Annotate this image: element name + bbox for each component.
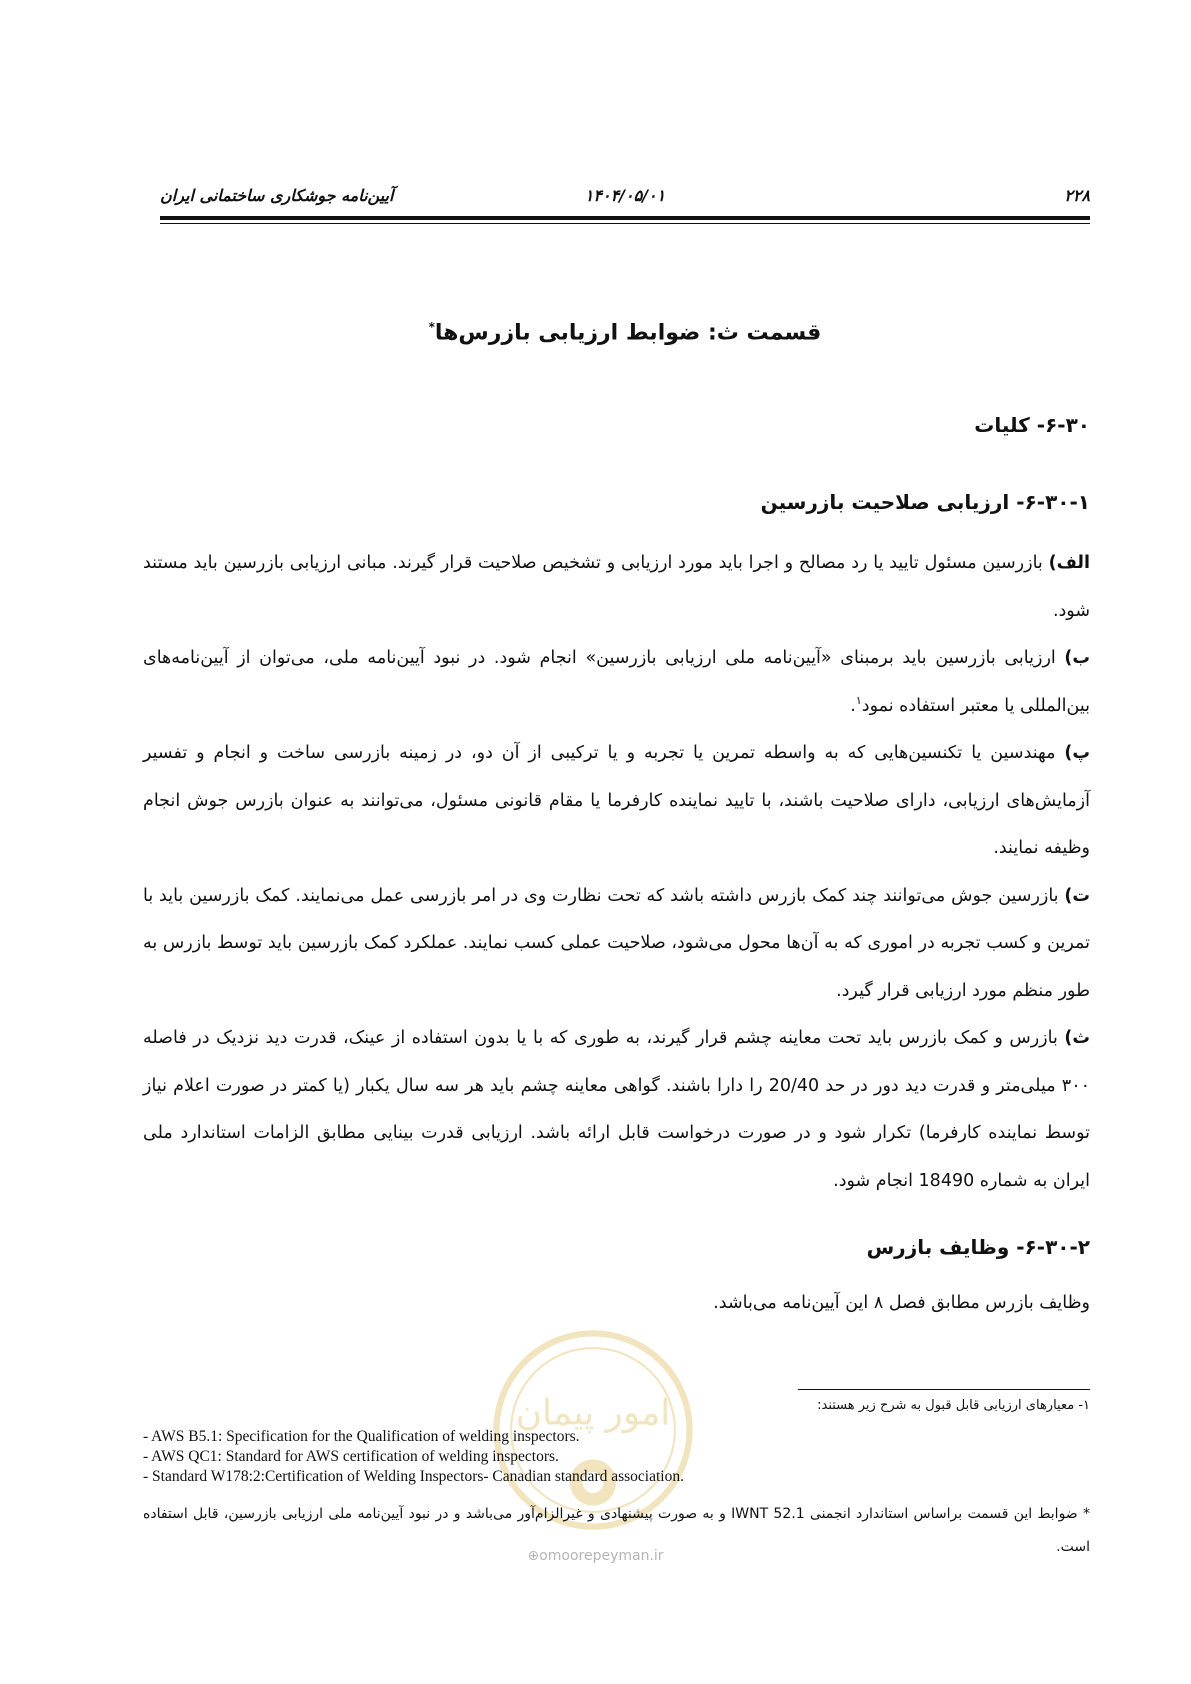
footnote-1: ۱- معیارهای ارزیابی قابل قبول به شرح زیر هستند:	[817, 1398, 1090, 1413]
section-title-star: *	[428, 320, 435, 334]
standard-item: - Standard W178:2:Certification of Welding Inspectors- Canadian standard association.	[143, 1468, 684, 1485]
heading-general: ۶-۳۰- کلیات	[974, 413, 1090, 437]
qualification-paragraphs	[143, 540, 1090, 1205]
duties-paragraph	[143, 1280, 1090, 1328]
heading-duties: ۶-۳۰-۲- وظایف بازرس	[866, 1235, 1090, 1259]
header-date: ۱۴۰۴/۰۵/۰۱	[584, 186, 666, 205]
standard-item: - AWS B5.1: Specification for the Qualification of welding inspectors.	[143, 1428, 580, 1445]
book-title: آیین‌نامه جوشکاری ساختمانی ایران	[160, 186, 394, 205]
paragraph-be	[143, 635, 1090, 730]
paragraph-text: بازرس و کمک بازرس باید تحت معاینه چشم قرار گیرند، به طوری که با یا بدون استفاده از عینک، قدرت دید نزدیک در فاصله ۳۰۰ میلی‌متر و قدرت دید دور در حد 20/40 را دارا باشند. گواهی معاینه چشم باید هر سه سال یکبار (یا کمتر در صورت اعلام نیاز توسط نماینده کارفرما) تکرار شود و در صورت درخواست قابل ارائه باشد. ارزیابی قدرت بینایی مطابق الزامات استاندارد ملی ایران به شماره 18490 انجام شود.	[143, 1028, 1090, 1191]
section-title-text: قسمت ث: ضوابط ارزیابی بازرس‌ها	[434, 320, 822, 346]
paragraph-label: پ)	[1064, 743, 1090, 763]
footnote-reference[interactable]: ۱	[855, 693, 862, 707]
paragraph-label: ت)	[1064, 885, 1090, 906]
paragraph-label: ب)	[1064, 648, 1090, 668]
paragraph-label: ث)	[1064, 1028, 1090, 1048]
paragraph-alef	[143, 540, 1090, 635]
footnote-separator	[798, 1389, 1090, 1390]
running-header	[160, 186, 1090, 212]
standard-item: - AWS QC1: Standard for AWS certification of welding inspectors.	[143, 1448, 559, 1465]
heading-qualification: ۶-۳۰-۱- ارزیابی صلاحیت بازرسین	[760, 490, 1090, 514]
paragraph-text: ارزیابی بازرسین باید برمبنای «آیین‌نامه ملی ارزیابی بازرسین» انجام شود. در نبود آیین‌نامه ملی، می‌توان از آیین‌نامه‌های بین‌المللی یا معتبر استفاده نمود	[143, 648, 1090, 716]
watermark-logo-text: امور پیمان	[515, 1392, 671, 1434]
header-rule-thick	[160, 216, 1090, 220]
section-title	[160, 320, 1090, 345]
paragraph-label: الف)	[1048, 553, 1090, 573]
paragraph-tail: .	[850, 695, 856, 716]
paragraph-text: بازرسین جوش می‌توانند چند کمک بازرس داشته باشد که تحت نظارت وی در امر بازرسی عمل می‌نمایند. کمک بازرسین باید با تمرین و کسب تجربه در اموری که به آن‌ها محول می‌شود، صلاحیت عملی کسب نمایند. عملکرد کمک بازرسین باید توسط بازرس به طور منظم مورد ارزیابی قرار گیرد.	[143, 885, 1090, 1001]
page-number: ۲۲۸	[1064, 186, 1090, 205]
paragraph-se	[143, 1015, 1090, 1205]
header-rule-thin	[160, 223, 1090, 224]
paragraph-text: مهندسین یا تکنسین‌هایی که به واسطه تمرین یا تجربه و یا ترکیبی از آن دو، در زمینه بازرسی ساخت و انجام و تفسیر آزمایش‌های ارزیابی، دارای صلاحیت باشند، با تایید نماینده کارفرما یا مقام قانونی مسئول، می‌توانند به عنوان بازرس جوش انجام وظیفه نمایند.	[143, 743, 1090, 858]
paragraph-text: بازرسین مسئول تایید یا رد مصالح و اجرا باید مورد ارزیابی و تشخیص صلاحیت قرار گیرند. مبانی ارزیابی بازرسین باید مستند شود.	[143, 553, 1090, 621]
globe-icon: ⊕	[527, 1548, 540, 1564]
watermark-site	[0, 1548, 1191, 1564]
paragraph-pe	[143, 730, 1090, 873]
watermark-site-text: omoorepeyman.ir	[539, 1548, 664, 1564]
duties-text: وظایف بازرس مطابق فصل ۸ این آیین‌نامه می‌باشد.	[713, 1293, 1090, 1313]
standards-list	[143, 1427, 684, 1487]
footnote-star: * ضوابط این قسمت براساس استاندارد انجمنی IWNT 52.1 و به صورت پیشنهادی و غیرالزام‌آور می‌باشد و در نبود آیین‌نامه ملی ارزیابی بازرسین، قابل استفاده است.	[143, 1506, 1090, 1555]
paragraph-te	[143, 873, 1090, 1016]
